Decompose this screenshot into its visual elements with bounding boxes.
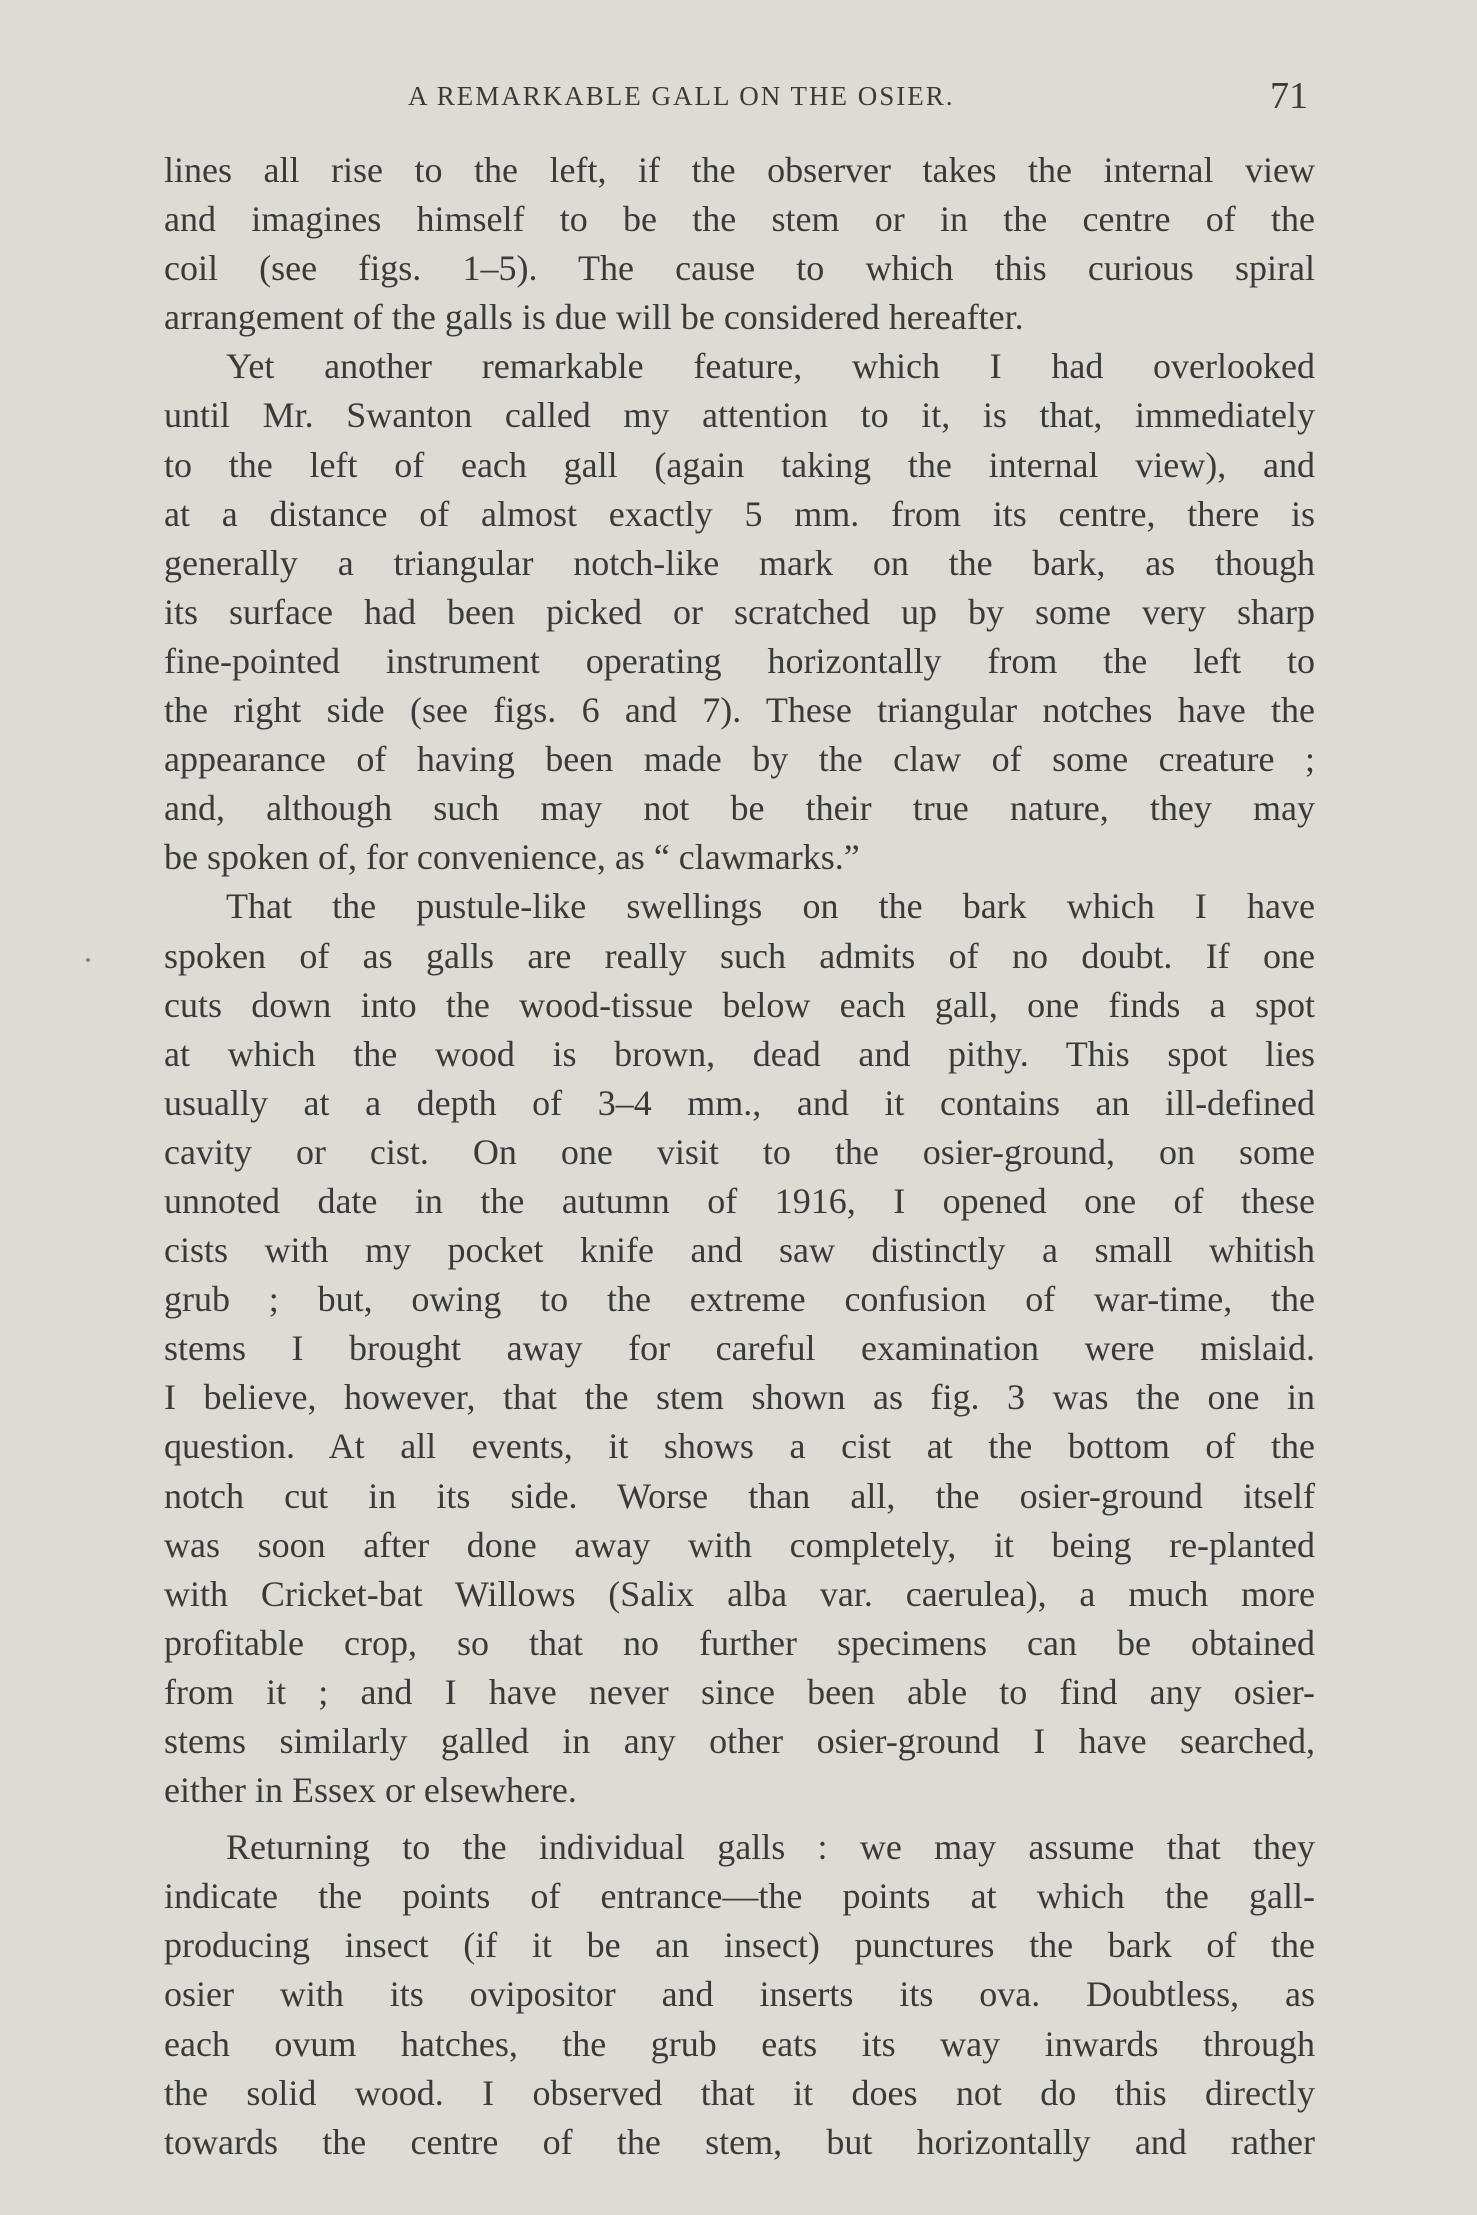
paragraph-3	[164, 882, 1315, 1815]
text-line: indicate the points of entrance—the points at which the gall-	[164, 1876, 1315, 1917]
text-line: was soon after done away with completely, it being re-planted	[164, 1524, 1315, 1565]
text-line: fine-pointed instrument operating horizontally from the left to	[164, 640, 1315, 681]
text-line: and, although such may not be their true nature, they may	[164, 788, 1315, 829]
text-line: at which the wood is brown, dead and pithy. This spot lies	[164, 1033, 1315, 1074]
text-line: be spoken of, for convenience, as “ clawmarks.”	[164, 837, 860, 878]
text-line: spoken of as galls are really such admits of no doubt. If one	[164, 935, 1315, 976]
text-line: and imagines himself to be the stem or in the centre of the	[164, 199, 1315, 240]
text-line: its surface had been picked or scratched up by some very sharp	[164, 591, 1315, 632]
text-line: stems I brought away for careful examination were mislaid.	[164, 1328, 1315, 1369]
page-number: 71	[1270, 75, 1308, 117]
running-head	[0, 76, 1477, 126]
text-line: profitable crop, so that no further specimens can be obtained	[164, 1622, 1315, 1663]
paragraph-4	[164, 1823, 1315, 2167]
text-line: each ovum hatches, the grub eats its way inwards through	[164, 2023, 1315, 2064]
paragraph-1	[164, 146, 1315, 342]
text-line: cavity or cist. On one visit to the osier-ground, on some	[164, 1131, 1315, 1172]
text-line: Returning to the individual galls : we may assume that they	[226, 1827, 1315, 1868]
text-line: towards the centre of the stem, but horizontally and rather	[164, 2121, 1315, 2162]
body-text	[164, 146, 1315, 2167]
text-line: lines all rise to the left, if the observer takes the internal view	[164, 150, 1315, 190]
text-line: producing insect (if it be an insect) punctures the bark of the	[164, 1925, 1315, 1966]
text-line: with Cricket-bat Willows (Salix alba var. caerulea), a much more	[164, 1573, 1315, 1614]
text-line: stems similarly galled in any other osier-ground I have searched,	[164, 1721, 1315, 1761]
text-line: cists with my pocket knife and saw distinctly a small whitish	[164, 1230, 1315, 1271]
text-line: to the left of each gall (again taking the internal view), and	[164, 444, 1315, 485]
text-line: the solid wood. I observed that it does not do this directly	[164, 2072, 1315, 2113]
paragraph-2	[164, 342, 1315, 882]
text-line: notch cut in its side. Worse than all, the osier-ground itself	[164, 1475, 1315, 1516]
text-line: unnoted date in the autumn of 1916, I opened one of these	[164, 1180, 1315, 1221]
text-line: the right side (see figs. 6 and 7). These triangular notches have the	[164, 690, 1315, 731]
text-line: generally a triangular notch-like mark on the bark, as though	[164, 542, 1315, 583]
text-line: That the pustule-like swellings on the bark which I have	[226, 886, 1315, 927]
text-line: I believe, however, that the stem shown as fig. 3 was the one in	[164, 1377, 1315, 1418]
text-line: Yet another remarkable feature, which I had overlooked	[226, 346, 1315, 387]
text-line: osier with its ovipositor and inserts its ova. Doubtless, as	[164, 1974, 1315, 2015]
text-line: appearance of having been made by the claw of some creature ;	[164, 739, 1315, 780]
margin-dot	[86, 958, 90, 962]
text-line: cuts down into the wood-tissue below each gall, one finds a spot	[164, 984, 1315, 1025]
text-line: from it ; and I have never since been able to find any osier-	[164, 1671, 1315, 1712]
text-line: until Mr. Swanton called my attention to it, is that, immediately	[164, 395, 1315, 436]
text-line: at a distance of almost exactly 5 mm. from its centre, there is	[164, 493, 1315, 534]
text-line: question. At all events, it shows a cist at the bottom of the	[164, 1426, 1315, 1467]
text-line: arrangement of the galls is due will be considered hereafter.	[164, 297, 1024, 338]
text-line: either in Essex or elsewhere.	[164, 1770, 577, 1811]
text-line: grub ; but, owing to the extreme confusion of war-time, the	[164, 1279, 1315, 1320]
running-title: A REMARKABLE GALL ON THE OSIER.	[408, 81, 955, 111]
text-line: coil (see figs. 1–5). The cause to which this curious spiral	[164, 248, 1315, 289]
text-line: usually at a depth of 3–4 mm., and it contains an ill-defined	[164, 1082, 1315, 1123]
